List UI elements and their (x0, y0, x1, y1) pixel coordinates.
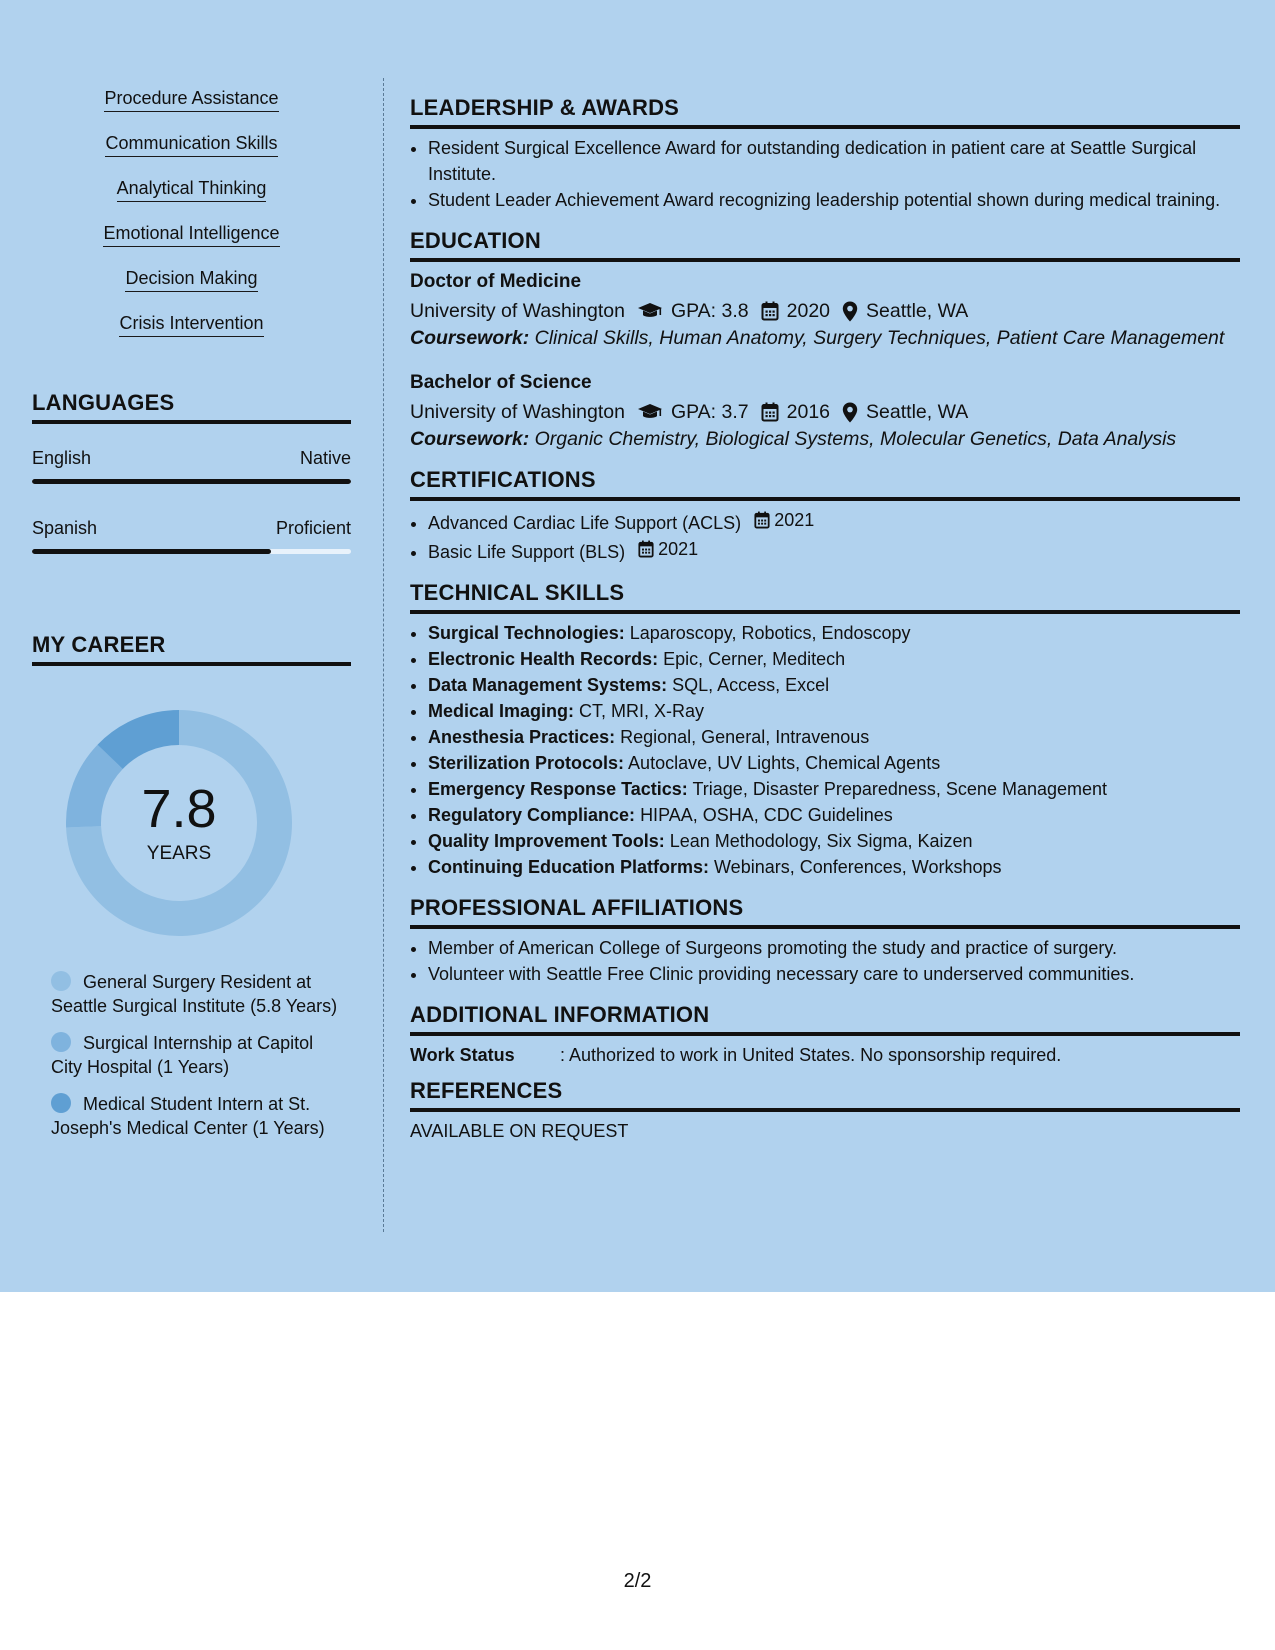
leadership-title: LEADERSHIP & AWARDS (410, 94, 1240, 129)
work-status-label: Work Status (410, 1045, 515, 1065)
gpa: GPA: 3.8 (670, 300, 749, 322)
work-status-value: : Authorized to work in United States. No sponsorship required. (560, 1045, 1062, 1065)
affiliations-title: PROFESSIONAL AFFILIATIONS (410, 894, 1240, 929)
degree-title: Bachelor of Science (410, 372, 592, 393)
right-column (410, 94, 1240, 1144)
list-item: • Resident Surgical Excellence Award for outstanding dedication in patient care at Seattle Surgical Institute. (428, 135, 1240, 187)
certifications-list (410, 507, 1240, 565)
technical-skills-list (410, 620, 1240, 880)
degree-title: Doctor of Medicine (410, 271, 582, 292)
language-name: English (32, 448, 92, 468)
legend-dot-icon (51, 1032, 71, 1052)
skill-item: Crisis Intervention (32, 311, 351, 356)
list-item: • Advanced Cardiac Life Support (ACLS) 2021 (428, 507, 1240, 536)
list-item: • Electronic Health Records: Epic, Cerner, Meditech (428, 646, 1240, 672)
graduation-cap-icon (637, 403, 663, 421)
education-entry (410, 268, 1240, 351)
list-item: • Regulatory Compliance: HIPAA, OSHA, CDC Guidelines (428, 802, 1240, 828)
language-bar-fill (32, 479, 351, 484)
calendar-icon (754, 511, 770, 529)
language-bar (32, 549, 351, 554)
list-item: • Medical Imaging: CT, MRI, X-Ray (428, 698, 1240, 724)
leadership-list (410, 135, 1240, 213)
list-item: • Emergency Response Tactics: Triage, Disaster Preparedness, Scene Management (428, 776, 1240, 802)
skill-item: Communication Skills (32, 131, 351, 176)
language-bar (32, 479, 351, 484)
career-title: MY CAREER (32, 632, 351, 666)
certification-year: 2021 (774, 510, 815, 530)
affiliations-list (410, 935, 1240, 987)
skill-item: Emotional Intelligence (32, 221, 351, 266)
career-total-years: 7.8 (141, 779, 217, 839)
school-location: Seattle, WA (866, 401, 969, 423)
legend-dot-icon (51, 971, 71, 991)
skills-list (32, 86, 351, 356)
coursework: Coursework: Clinical Skills, Human Anatomy, Surgery Techniques, Patient Care Management (410, 327, 1225, 349)
education-entry (410, 369, 1240, 452)
list-item: • Quality Improvement Tools: Lean Methodology, Six Sigma, Kaizen (428, 828, 1240, 854)
language-level: Native (299, 448, 351, 468)
career-legend-item: Medical Student Intern at St. Joseph's Medical Center (1 Years) (51, 1094, 325, 1138)
school-name: University of Washington (410, 300, 625, 322)
calendar-icon (638, 540, 654, 558)
work-status-row (410, 1042, 1240, 1068)
list-item: • Data Management Systems: SQL, Access, Excel (428, 672, 1240, 698)
list-item: • Continuing Education Platforms: Webinars, Conferences, Workshops (428, 854, 1240, 880)
school-location: Seattle, WA (866, 300, 969, 322)
graduation-year: 2020 (786, 300, 831, 322)
education-title: EDUCATION (410, 227, 1240, 262)
list-item: • Member of American College of Surgeons promoting the study and practice of surgery. (428, 935, 1240, 961)
career-legend-item: Surgical Internship at Capitol City Hospital (1 Years) (51, 1033, 314, 1077)
skill-item: Procedure Assistance (32, 86, 351, 131)
list-item: • Basic Life Support (BLS) 2021 (428, 536, 1240, 565)
career-total-unit: YEARS (146, 843, 212, 864)
school-name: University of Washington (410, 401, 625, 423)
calendar-icon (761, 402, 779, 422)
list-item: • Volunteer with Seattle Free Clinic providing necessary care to underserved communities. (428, 961, 1240, 987)
graduation-year: 2016 (786, 401, 831, 423)
language-row (32, 518, 351, 539)
language-bar-fill (32, 549, 271, 554)
page-number: 2/2 (623, 1570, 652, 1592)
additional-info-title: ADDITIONAL INFORMATION (410, 1001, 1240, 1036)
language-row (32, 448, 351, 469)
career-legend-item: General Surgery Resident at Seattle Surgical Institute (5.8 Years) (51, 972, 338, 1016)
certification-year: 2021 (658, 539, 699, 559)
languages-title: LANGUAGES (32, 390, 351, 424)
list-item: • Student Leader Achievement Award recognizing leadership potential shown during medical training. (428, 187, 1240, 213)
gpa: GPA: 3.7 (670, 401, 749, 423)
skill-item: Analytical Thinking (32, 176, 351, 221)
map-pin-icon (842, 402, 858, 423)
references-text: AVAILABLE ON REQUEST (410, 1121, 629, 1141)
graduation-cap-icon (637, 302, 663, 320)
list-item: • Sterilization Protocols: Autoclave, UV Lights, Chemical Agents (428, 750, 1240, 776)
references-title: REFERENCES (410, 1077, 1240, 1112)
technical-skills-title: TECHNICAL SKILLS (410, 579, 1240, 614)
list-item: • Surgical Technologies: Laparoscopy, Robotics, Endoscopy (428, 620, 1240, 646)
map-pin-icon (842, 301, 858, 322)
language-name: Spanish (32, 518, 98, 538)
career-legend (51, 970, 341, 1153)
column-divider (383, 78, 384, 1232)
skill-item: Decision Making (32, 266, 351, 311)
language-level: Proficient (275, 518, 351, 538)
calendar-icon (761, 301, 779, 321)
legend-dot-icon (51, 1093, 71, 1113)
list-item: • Anesthesia Practices: Regional, General, Intravenous (428, 724, 1240, 750)
certifications-title: CERTIFICATIONS (410, 466, 1240, 501)
coursework: Coursework: Organic Chemistry, Biological Systems, Molecular Genetics, Data Analysis (410, 428, 1177, 450)
